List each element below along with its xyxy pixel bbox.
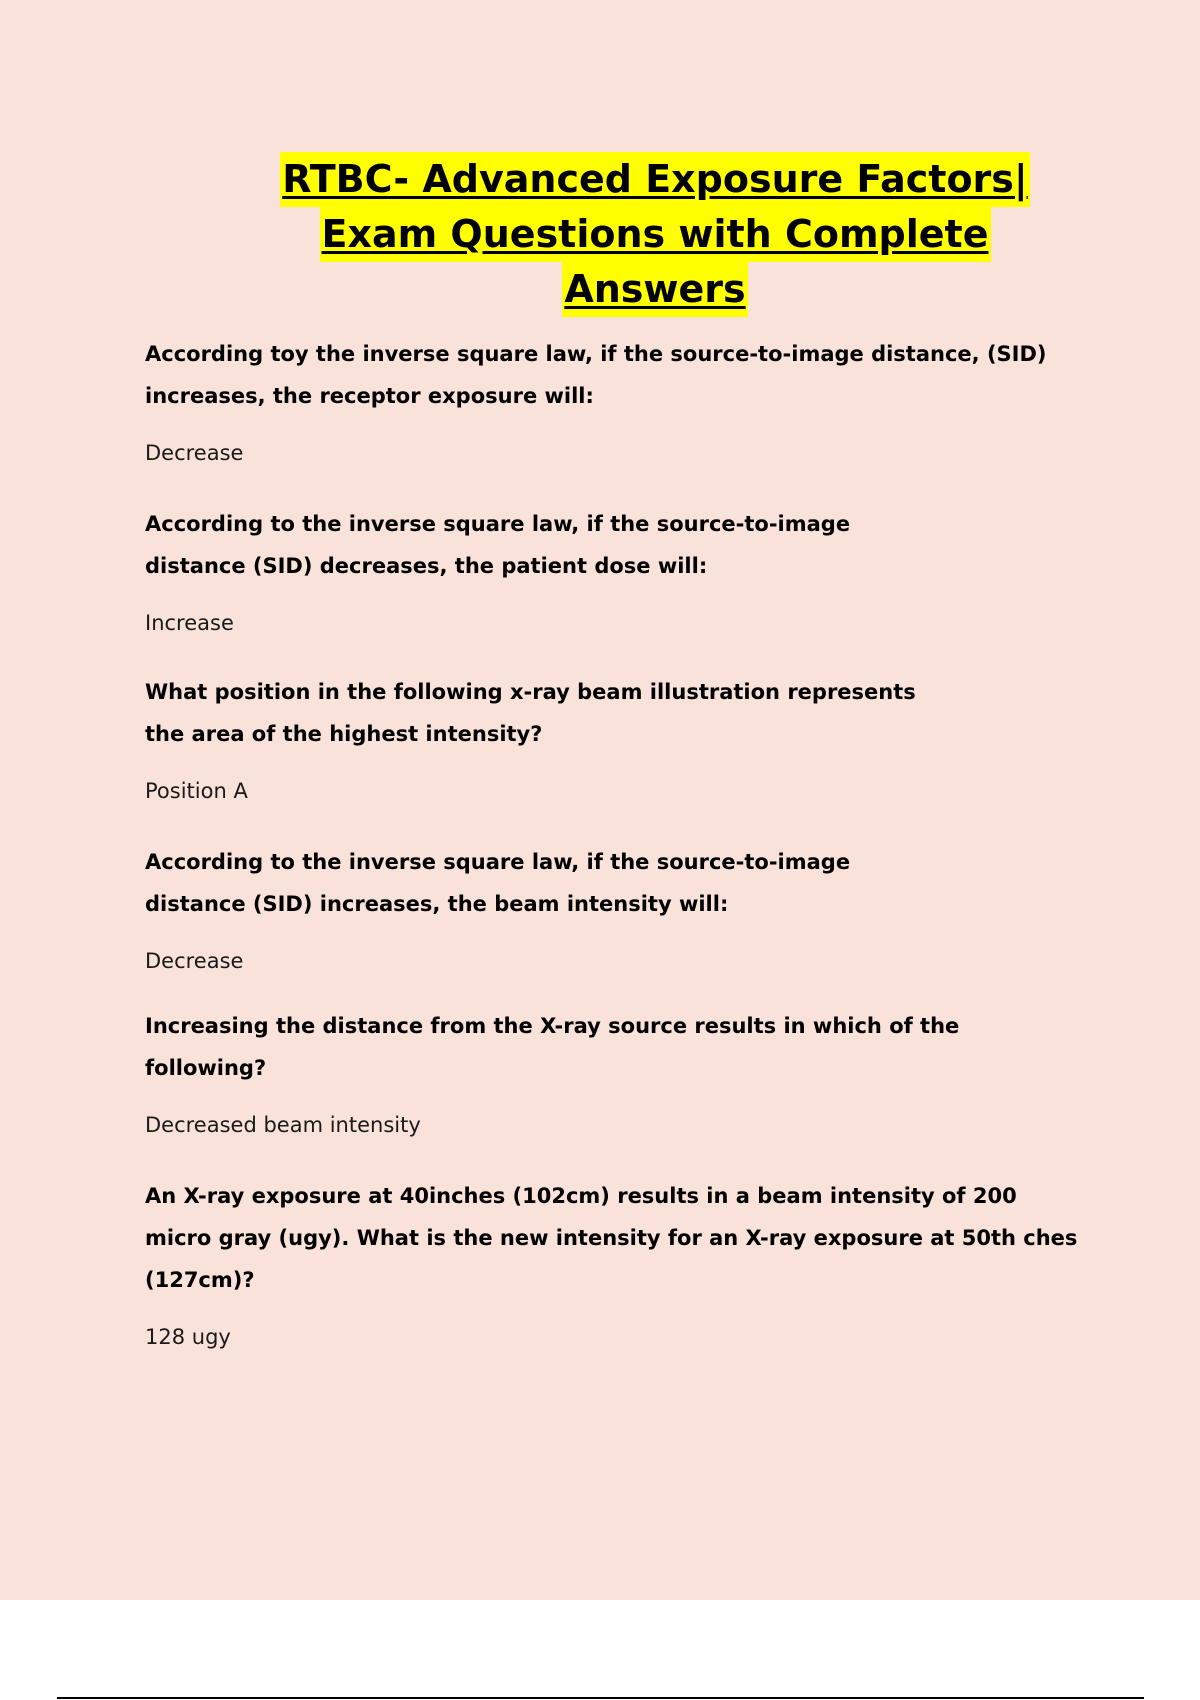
footer-rule: [57, 1697, 1144, 1699]
answer-6: 128 ugy: [145, 1325, 231, 1349]
answer-5: Decreased beam intensity: [145, 1113, 421, 1137]
answer-2: Increase: [145, 611, 234, 635]
answer-1: Decrease: [145, 441, 244, 465]
answer-3: Position A: [145, 779, 248, 803]
answer-4: Decrease: [145, 949, 244, 973]
question-3: What position in the following x-ray beam illustration represents the area of the highest intensity?: [145, 680, 916, 746]
qa-item-3: [145, 671, 1085, 805]
qa-item-2: [145, 503, 1085, 637]
question-6: An X-ray exposure at 40inches (102cm) results in a beam intensity of 200 micro gray (ugy). What is the new intensity for an X-ray exposure at 50th ches (127cm)?: [145, 1184, 1078, 1292]
question-4: According to the inverse square law, if the source-to-image distance (SID) increases, the beam intensity will:: [145, 850, 851, 916]
question-5: Increasing the distance from the X-ray source results in which of the following?: [145, 1014, 960, 1080]
qa-item-5: [145, 1005, 1085, 1139]
qa-item-4: [145, 841, 1085, 975]
title-line-3: Answers: [562, 262, 747, 317]
document-title: [0, 152, 1200, 317]
title-line-2: Exam Questions with Complete: [320, 207, 991, 262]
title-line-1: RTBC- Advanced Exposure Factors|: [280, 152, 1030, 207]
question-1: According toy the inverse square law, if the source-to-image distance, (SID) increases, the receptor exposure will:: [145, 342, 1047, 408]
question-2: According to the inverse square law, if the source-to-image distance (SID) decreases, the patient dose will:: [145, 512, 851, 578]
qa-item-6: [145, 1175, 1085, 1351]
qa-list: [145, 333, 1085, 1351]
qa-item-1: [145, 333, 1085, 467]
